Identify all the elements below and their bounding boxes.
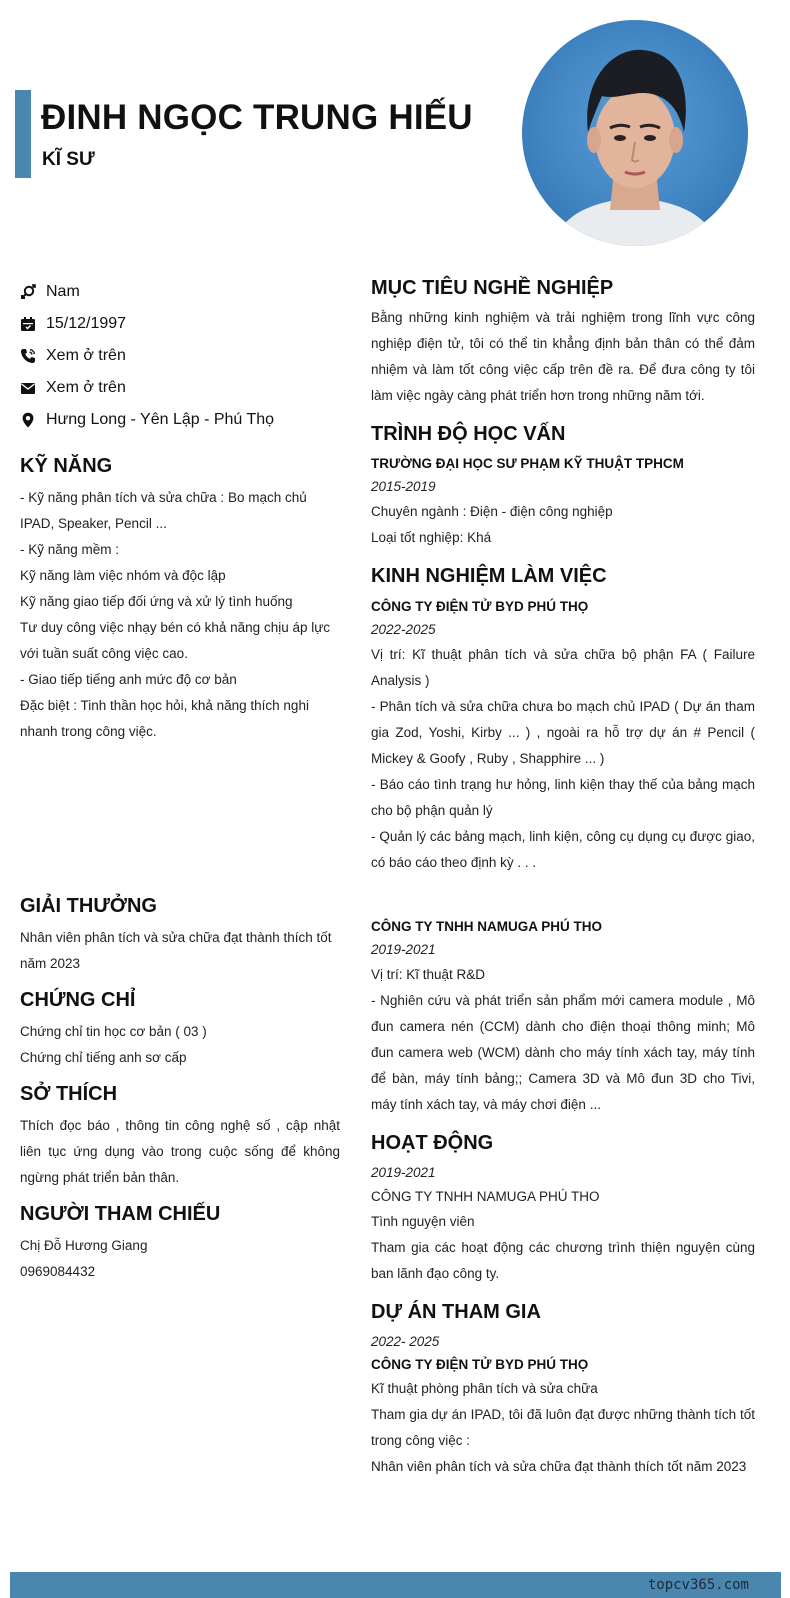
gender-value: Nam bbox=[46, 283, 80, 300]
skill-line: - Kỹ năng phân tích và sửa chữa : Bo mạch chủ IPAD, Speaker, Pencil ... bbox=[20, 490, 307, 531]
awards-text: Nhân viên phân tích và sửa chữa đạt thành thích tốt năm 2023 bbox=[20, 930, 332, 971]
job-line: - Nghiên cứu và phát triển sản phẩm mới camera module , Mô đun camera nén (CCM) dành cho điện thoại thông minh; Mô đun camera web (WCM) dành cho máy tính xách tay, máy tính để bàn, máy tính bảng;; Camera 3D và Mô đun 3D cho Tivi, máy tính xách tay, và máy chơi điện ... bbox=[371, 993, 755, 1112]
certificates-heading: CHỨNG CHỈ bbox=[20, 989, 136, 1011]
references-heading: NGƯỜI THAM CHIẾU bbox=[20, 1203, 221, 1225]
job-company: CÔNG TY ĐIỆN TỬ BYD PHÚ THỌ bbox=[371, 599, 589, 614]
activity-entry bbox=[371, 1161, 755, 1287]
contact-dob bbox=[20, 308, 340, 340]
skill-line: - Kỹ năng mềm : bbox=[20, 542, 120, 557]
experience-heading: KINH NGHIỆM LÀM VIỆC bbox=[371, 565, 607, 587]
objective-text: Bằng những kinh nghiệm và trải nghiệm trong lĩnh vực công nghiệp điện tử, tôi có thể tin khẳng định bản thân có thể đảm nhiệm và làm tốt công việc cấp trên đề ra. Để đưa công ty tôi làm việc ngày càng phát triển hơn trong những năm tới. bbox=[371, 310, 755, 403]
left-column bbox=[20, 276, 340, 1285]
phone-icon bbox=[20, 348, 36, 364]
education-heading: TRÌNH ĐỘ HỌC VẤN bbox=[371, 423, 566, 445]
activity-role: Tình nguyện viên bbox=[371, 1214, 475, 1229]
job-entry bbox=[371, 596, 755, 876]
calendar-icon bbox=[20, 316, 36, 332]
contact-address bbox=[20, 404, 340, 436]
objective-heading: MỤC TIÊU NGHỀ NGHIỆP bbox=[371, 277, 614, 299]
address-value: Hưng Long - Yên Lập - Phú Thọ bbox=[46, 411, 275, 428]
reference-entry bbox=[20, 1233, 340, 1285]
contact-gender bbox=[20, 276, 340, 308]
location-pin-icon bbox=[20, 412, 36, 428]
certificate-item: Chứng chỉ tin học cơ bản ( 03 ) bbox=[20, 1024, 207, 1039]
accent-bar bbox=[15, 90, 31, 178]
skill-line: Kỹ năng làm việc nhóm và độc lập bbox=[20, 568, 226, 583]
job-line: - Báo cáo tình trạng hư hỏng, linh kiện thay thế của bảng mạch cho bộ phận quản lý bbox=[371, 777, 755, 818]
project-line: Tham gia dự án IPAD, tôi đã luôn đạt được những thành tích tốt trong công việc : bbox=[371, 1407, 755, 1448]
project-line: Nhân viên phân tích và sửa chữa đạt thành thích tốt năm 2023 bbox=[371, 1459, 747, 1474]
skill-line: Tư duy công việc nhạy bén có khả năng chịu áp lực với tuần suất công việc cao. bbox=[20, 620, 331, 661]
envelope-icon bbox=[20, 380, 36, 396]
activity-text: Tham gia các hoạt động các chương trình thiện nguyện cùng ban lãnh đạo công ty. bbox=[371, 1240, 755, 1281]
candidate-name: ĐINH NGỌC TRUNG HIẾU bbox=[41, 98, 473, 137]
job-company: CÔNG TY TNHH NAMUGA PHÚ THO bbox=[371, 919, 602, 934]
job-line: Vị trí: Kĩ thuật R&D bbox=[371, 967, 486, 982]
footer-brand: topcv365.com bbox=[647, 1577, 749, 1593]
job-title: KĨ SƯ bbox=[42, 149, 95, 170]
skills-list bbox=[20, 485, 340, 745]
certificate-item: Chứng chỉ tiếng anh sơ cấp bbox=[20, 1050, 187, 1065]
hobbies-text: Thích đọc báo , thông tin công nghệ số , cập nhật liên tục ứng dụng vào trong cuộc sống để không ngừng phát triển bản thân. bbox=[20, 1118, 340, 1185]
activities-heading: HOẠT ĐỘNG bbox=[371, 1132, 494, 1154]
project-entry bbox=[371, 1330, 755, 1480]
projects-heading: DỰ ÁN THAM GIA bbox=[371, 1301, 541, 1323]
skills-heading: KỸ NĂNG bbox=[20, 455, 113, 477]
certificates-list bbox=[20, 1019, 340, 1071]
hobbies-heading: SỞ THÍCH bbox=[20, 1083, 118, 1105]
education-major: Chuyên ngành : Điện - điện công nghiệp bbox=[371, 504, 613, 519]
job-line: - Quản lý các bảng mạch, linh kiện, công cụ dụng cụ được giao, có báo cáo theo định kỳ . . . bbox=[371, 829, 755, 870]
reference-name: Chị Đỗ Hương Giang bbox=[20, 1238, 148, 1253]
project-period: 2022- 2025 bbox=[371, 1334, 440, 1349]
gender-icon bbox=[20, 284, 36, 300]
phone-value: Xem ở trên bbox=[46, 347, 126, 364]
activity-org: CÔNG TY TNHH NAMUGA PHÚ THO bbox=[371, 1189, 600, 1204]
skill-line: Đặc biệt : Tinh thần học hỏi, khả năng thích nghi nhanh trong công việc. bbox=[20, 698, 309, 739]
job-period: 2019-2021 bbox=[371, 942, 436, 957]
skill-line: Kỹ năng giao tiếp đối ứng và xử lý tình huống bbox=[20, 594, 293, 609]
project-company: CÔNG TY ĐIỆN TỬ BYD PHÚ THỌ bbox=[371, 1357, 589, 1372]
education-entry bbox=[371, 453, 755, 551]
awards-heading: GIẢI THƯỞNG bbox=[20, 895, 157, 917]
job-line: - Phân tích và sửa chữa chưa bo mạch chủ IPAD ( Dự án tham gia Zod, Yoshi, Kirby ... ) , ngoài ra hỗ trợ dự án # Pencil ( Mickey & Goofy , Ruby , Shapphire ... ) bbox=[371, 699, 755, 766]
profile-photo bbox=[522, 20, 748, 246]
education-period: 2015-2019 bbox=[371, 479, 436, 494]
activity-period: 2019-2021 bbox=[371, 1165, 436, 1180]
avatar bbox=[522, 20, 748, 246]
right-column bbox=[371, 276, 755, 1480]
project-role: Kĩ thuật phòng phân tích và sửa chữa bbox=[371, 1381, 598, 1396]
reference-phone: 0969084432 bbox=[20, 1264, 96, 1279]
school-name: TRƯỜNG ĐẠI HỌC SƯ PHẠM KỸ THUẬT TPHCM bbox=[371, 456, 684, 471]
email-value: Xem ở trên bbox=[46, 379, 126, 396]
skill-line: - Giao tiếp tiếng anh mức độ cơ bản bbox=[20, 672, 237, 687]
contact-phone bbox=[20, 340, 340, 372]
job-entry bbox=[371, 916, 755, 1118]
job-period: 2022-2025 bbox=[371, 622, 436, 637]
education-grade: Loại tốt nghiệp: Khá bbox=[371, 530, 492, 545]
footer-bar bbox=[10, 1572, 781, 1598]
contact-email bbox=[20, 372, 340, 404]
job-line: Vị trí: Kĩ thuật phân tích và sửa chữa bộ phận FA ( Failure Analysis ) bbox=[371, 647, 755, 688]
dob-value: 15/12/1997 bbox=[46, 315, 127, 332]
